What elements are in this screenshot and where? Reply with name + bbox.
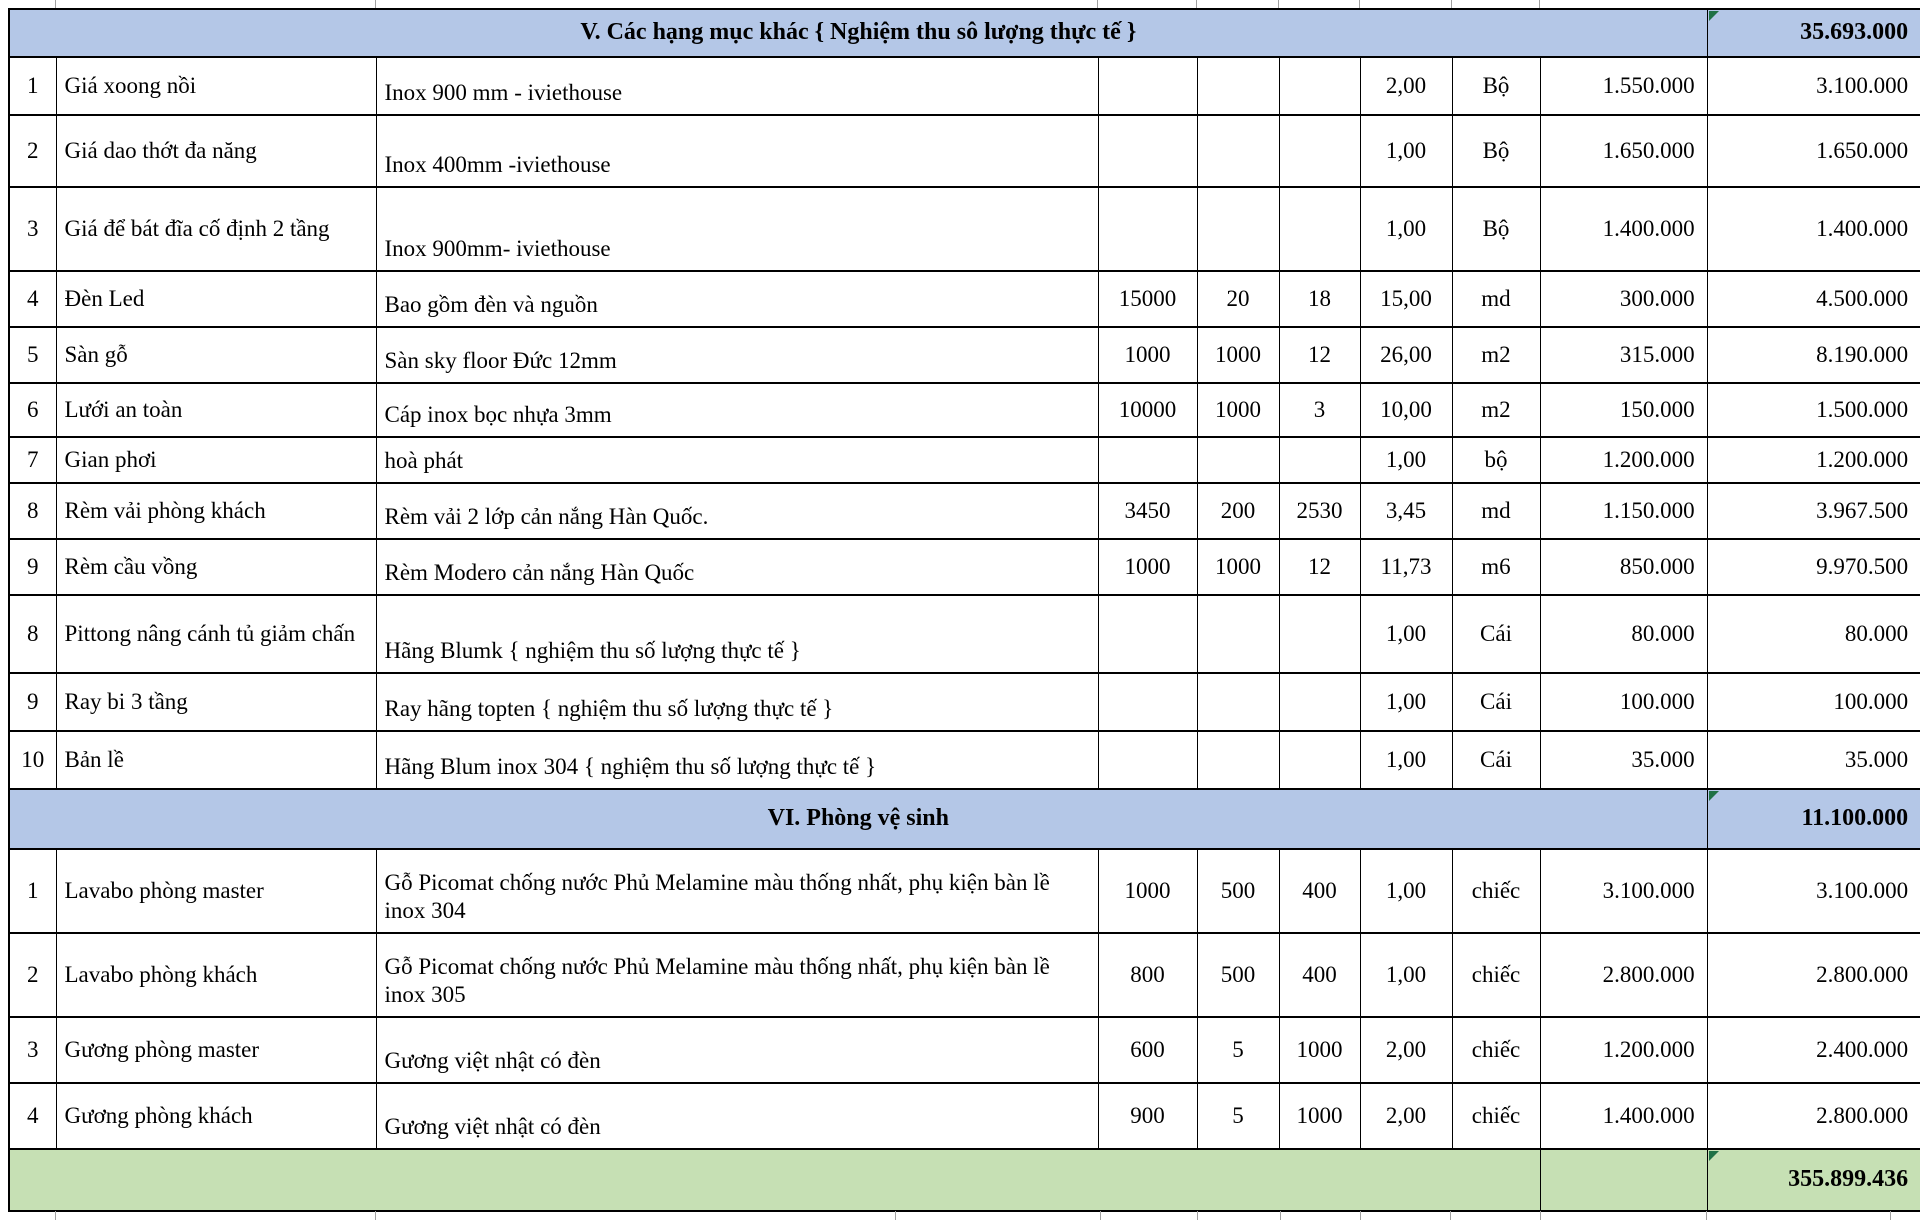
gridline-stub bbox=[375, 0, 376, 8]
cell-stt[interactable]: 8 bbox=[9, 483, 56, 539]
cell-dim3[interactable]: 2530 bbox=[1279, 483, 1360, 539]
table-row bbox=[9, 595, 1920, 673]
cell-dim1[interactable]: 3450 bbox=[1098, 483, 1197, 539]
cell-dim2[interactable]: 1000 bbox=[1197, 327, 1279, 383]
table-row bbox=[9, 539, 1920, 595]
cell-dim1[interactable]: 10000 bbox=[1098, 383, 1197, 437]
cell-quantity[interactable]: 2,00 bbox=[1360, 1083, 1452, 1149]
cell-dim2[interactable] bbox=[1197, 673, 1279, 731]
table-row bbox=[9, 731, 1920, 789]
gridline-stub bbox=[1540, 1211, 1541, 1220]
cell-dim3[interactable] bbox=[1279, 673, 1360, 731]
section-vi-title[interactable]: VI. Phòng vệ sinh bbox=[9, 789, 1707, 849]
cell-dim2[interactable]: 1000 bbox=[1197, 539, 1279, 595]
cell-unit-price[interactable]: 1.550.000 bbox=[1540, 57, 1707, 115]
cell-dim2[interactable] bbox=[1197, 731, 1279, 789]
cell-unit[interactable]: md bbox=[1452, 271, 1540, 327]
cell-dim2[interactable] bbox=[1197, 187, 1279, 271]
cell-total[interactable]: 9.970.500 bbox=[1707, 539, 1920, 595]
cell-dim1[interactable]: 15000 bbox=[1098, 271, 1197, 327]
cell-unit[interactable]: chiếc bbox=[1452, 849, 1540, 933]
cell-dim1[interactable] bbox=[1098, 437, 1197, 483]
cell-dim2[interactable]: 500 bbox=[1197, 849, 1279, 933]
cell-dim2[interactable]: 500 bbox=[1197, 933, 1279, 1017]
table-row bbox=[9, 673, 1920, 731]
cell-dim1[interactable]: 1000 bbox=[1098, 539, 1197, 595]
cell-dim3[interactable]: 1000 bbox=[1279, 1083, 1360, 1149]
cell-unit-price[interactable]: 1.650.000 bbox=[1540, 115, 1707, 187]
cell-dim1[interactable] bbox=[1098, 115, 1197, 187]
cell-dim3[interactable]: 12 bbox=[1279, 327, 1360, 383]
cell-unit[interactable]: Cái bbox=[1452, 595, 1540, 673]
cell-item-name[interactable]: Pittong nâng cánh tủ giảm chấn bbox=[56, 595, 376, 673]
cell-item-name[interactable]: Lavabo phòng khách bbox=[56, 933, 376, 1017]
gridline-stub bbox=[1197, 1211, 1198, 1220]
cell-unit[interactable]: Bộ bbox=[1452, 57, 1540, 115]
cell-quantity[interactable]: 15,00 bbox=[1360, 271, 1452, 327]
cell-unit-price[interactable]: 1.200.000 bbox=[1540, 1017, 1707, 1083]
gridline-stub bbox=[1451, 0, 1452, 8]
cell-unit-price[interactable]: 80.000 bbox=[1540, 595, 1707, 673]
cell-stt[interactable]: 4 bbox=[9, 1083, 56, 1149]
cell-quantity[interactable]: 1,00 bbox=[1360, 187, 1452, 271]
cell-quantity[interactable]: 1,00 bbox=[1360, 933, 1452, 1017]
cell-stt[interactable]: 1 bbox=[9, 57, 56, 115]
cell-unit-price[interactable]: 1.150.000 bbox=[1540, 483, 1707, 539]
cell-stt[interactable]: 6 bbox=[9, 383, 56, 437]
cell-item-name[interactable]: Rèm vải phòng khách bbox=[56, 483, 376, 539]
cell-unit[interactable]: chiếc bbox=[1452, 933, 1540, 1017]
cell-dim2[interactable] bbox=[1197, 437, 1279, 483]
cell-total[interactable]: 2.800.000 bbox=[1707, 933, 1920, 1017]
cell-item-name[interactable]: Bản lề bbox=[56, 731, 376, 789]
table-row bbox=[9, 849, 1920, 933]
gridline-stub bbox=[55, 0, 56, 8]
section-v-title[interactable]: V. Các hạng mục khác { Nghiệm thu sô lượng thực tế } bbox=[9, 9, 1707, 57]
cell-unit[interactable]: m6 bbox=[1452, 539, 1540, 595]
cell-dim3[interactable]: 12 bbox=[1279, 539, 1360, 595]
cell-stt[interactable]: 10 bbox=[9, 731, 56, 789]
cell-quantity[interactable]: 1,00 bbox=[1360, 437, 1452, 483]
cell-unit[interactable]: Bộ bbox=[1452, 115, 1540, 187]
gridline-stub bbox=[1097, 0, 1098, 8]
cell-total[interactable]: 1.400.000 bbox=[1707, 187, 1920, 271]
cell-stt[interactable]: 7 bbox=[9, 437, 56, 483]
cell-dim3[interactable] bbox=[1279, 187, 1360, 271]
table-row bbox=[9, 383, 1920, 437]
cell-dim1[interactable]: 1000 bbox=[1098, 849, 1197, 933]
cell-dim3[interactable]: 400 bbox=[1279, 849, 1360, 933]
cell-item-name[interactable]: Rèm cầu vồng bbox=[56, 539, 376, 595]
cell-dim2[interactable]: 5 bbox=[1197, 1017, 1279, 1083]
cell-total[interactable]: 35.000 bbox=[1707, 731, 1920, 789]
cell-unit-price[interactable]: 1.200.000 bbox=[1540, 437, 1707, 483]
cell-quantity[interactable]: 1,00 bbox=[1360, 731, 1452, 789]
gridline-stub bbox=[1890, 1211, 1891, 1220]
cell-item-name[interactable]: Đèn Led bbox=[56, 271, 376, 327]
cell-item-name[interactable]: Giá dao thớt đa năng bbox=[56, 115, 376, 187]
cell-dim1[interactable]: 800 bbox=[1098, 933, 1197, 1017]
quotation-table bbox=[8, 8, 1920, 1212]
cell-dim1[interactable] bbox=[1098, 57, 1197, 115]
section-header-row bbox=[9, 9, 1920, 57]
cell-dim2[interactable]: 5 bbox=[1197, 1083, 1279, 1149]
gridline-stub bbox=[1100, 1211, 1101, 1220]
cell-dim2[interactable] bbox=[1197, 595, 1279, 673]
cell-unit-price[interactable]: 100.000 bbox=[1540, 673, 1707, 731]
table-row bbox=[9, 187, 1920, 271]
table-row bbox=[9, 115, 1920, 187]
cell-dim2[interactable] bbox=[1197, 57, 1279, 115]
cell-unit[interactable]: m2 bbox=[1452, 327, 1540, 383]
cell-stt[interactable]: 5 bbox=[9, 327, 56, 383]
cell-stt[interactable]: 1 bbox=[9, 849, 56, 933]
cell-unit-price[interactable]: 850.000 bbox=[1540, 539, 1707, 595]
table-row bbox=[9, 57, 1920, 115]
cell-total[interactable]: 4.500.000 bbox=[1707, 271, 1920, 327]
cell-total[interactable]: 3.967.500 bbox=[1707, 483, 1920, 539]
gridline-stub bbox=[1278, 0, 1279, 8]
cell-total[interactable]: 3.100.000 bbox=[1707, 57, 1920, 115]
grand-total-row bbox=[9, 1149, 1920, 1211]
cell-dim3[interactable]: 3 bbox=[1279, 383, 1360, 437]
cell-stt[interactable]: 2 bbox=[9, 115, 56, 187]
grand-total-spacer[interactable] bbox=[9, 1149, 1540, 1211]
cell-stt[interactable]: 2 bbox=[9, 933, 56, 1017]
table-row bbox=[9, 933, 1920, 1017]
cell-unit-price[interactable]: 150.000 bbox=[1540, 383, 1707, 437]
gridline-stub bbox=[895, 1211, 896, 1220]
table-row bbox=[9, 271, 1920, 327]
cell-unit[interactable]: Bộ bbox=[1452, 187, 1540, 271]
cell-item-name[interactable]: Giá xoong nồi bbox=[56, 57, 376, 115]
cell-total[interactable]: 1.500.000 bbox=[1707, 383, 1920, 437]
cell-quantity[interactable]: 1,00 bbox=[1360, 595, 1452, 673]
cell-total[interactable]: 2.400.000 bbox=[1707, 1017, 1920, 1083]
table-row bbox=[9, 483, 1920, 539]
cell-description[interactable]: hoà phát bbox=[376, 437, 1098, 483]
grand-total-empty-cell[interactable] bbox=[1540, 1149, 1707, 1211]
gridline-stub bbox=[1539, 0, 1540, 8]
section-header-row bbox=[9, 789, 1920, 849]
cell-dim2[interactable]: 200 bbox=[1197, 483, 1279, 539]
cell-unit[interactable]: bộ bbox=[1452, 437, 1540, 483]
cell-dim3[interactable]: 400 bbox=[1279, 933, 1360, 1017]
cell-description[interactable]: Rèm Modero cản nắng Hàn Quốc bbox=[376, 539, 1098, 595]
cell-description[interactable]: Cáp inox bọc nhựa 3mm bbox=[376, 383, 1098, 437]
cell-description[interactable]: Inox 400mm -iviethouse bbox=[376, 115, 1098, 187]
cell-dim1[interactable] bbox=[1098, 595, 1197, 673]
cell-description[interactable]: Gương việt nhật có đèn bbox=[376, 1083, 1098, 1149]
cell-dim3[interactable] bbox=[1279, 115, 1360, 187]
cell-dim1[interactable] bbox=[1098, 731, 1197, 789]
gridline-stub bbox=[1706, 1211, 1707, 1220]
cell-description[interactable]: Inox 900mm- iviethouse bbox=[376, 187, 1098, 271]
cell-unit[interactable]: Cái bbox=[1452, 731, 1540, 789]
cell-stt[interactable]: 4 bbox=[9, 271, 56, 327]
cell-total[interactable]: 1.200.000 bbox=[1707, 437, 1920, 483]
cell-stt[interactable]: 9 bbox=[9, 539, 56, 595]
cell-item-name[interactable]: Gian phơi bbox=[56, 437, 376, 483]
cell-dim3[interactable] bbox=[1279, 595, 1360, 673]
cell-quantity[interactable]: 2,00 bbox=[1360, 1017, 1452, 1083]
cell-unit[interactable]: chiếc bbox=[1452, 1083, 1540, 1149]
gridline-stub bbox=[1280, 1211, 1281, 1220]
cell-item-name[interactable]: Lưới an toàn bbox=[56, 383, 376, 437]
gridline-stub bbox=[1360, 1211, 1361, 1220]
cell-dim1[interactable] bbox=[1098, 673, 1197, 731]
cell-description[interactable]: Inox 900 mm - iviethouse bbox=[376, 57, 1098, 115]
cell-dim2[interactable]: 1000 bbox=[1197, 383, 1279, 437]
gridline-stub bbox=[1359, 0, 1360, 8]
cell-dim1[interactable]: 900 bbox=[1098, 1083, 1197, 1149]
section-vi-subtotal[interactable]: 11.100.000 bbox=[1707, 789, 1920, 849]
cell-description[interactable]: Gỗ Picomat chống nước Phủ Melamine màu thống nhất, phụ kiện bàn lề inox 304 bbox=[376, 849, 1098, 933]
cell-quantity[interactable]: 2,00 bbox=[1360, 57, 1452, 115]
cell-description[interactable]: Bao gồm đèn và nguồn bbox=[376, 271, 1098, 327]
gridline-stub bbox=[1450, 1211, 1451, 1220]
grand-total-value[interactable]: 355.899.436 bbox=[1707, 1149, 1920, 1211]
cell-dim1[interactable]: 1000 bbox=[1098, 327, 1197, 383]
cell-unit-price[interactable]: 2.800.000 bbox=[1540, 933, 1707, 1017]
cell-description[interactable]: Rèm vải 2 lớp cản nắng Hàn Quốc. bbox=[376, 483, 1098, 539]
cell-total[interactable]: 80.000 bbox=[1707, 595, 1920, 673]
cell-unit-price[interactable]: 1.400.000 bbox=[1540, 1083, 1707, 1149]
cell-description[interactable]: Hãng Blumk { nghiệm thu số lượng thực tế } bbox=[376, 595, 1098, 673]
cell-item-name[interactable]: Gương phòng master bbox=[56, 1017, 376, 1083]
cell-total[interactable]: 2.800.000 bbox=[1707, 1083, 1920, 1149]
cell-unit-price[interactable]: 35.000 bbox=[1540, 731, 1707, 789]
cell-stt[interactable]: 8 bbox=[9, 595, 56, 673]
cell-quantity[interactable]: 1,00 bbox=[1360, 115, 1452, 187]
cell-unit-price[interactable]: 3.100.000 bbox=[1540, 849, 1707, 933]
cell-unit-price[interactable]: 1.400.000 bbox=[1540, 187, 1707, 271]
cell-item-name[interactable]: Sàn gỗ bbox=[56, 327, 376, 383]
cell-stt[interactable]: 9 bbox=[9, 673, 56, 731]
cell-description[interactable]: Hãng Blum inox 304 { nghiệm thu số lượng thực tế } bbox=[376, 731, 1098, 789]
cell-dim3[interactable]: 1000 bbox=[1279, 1017, 1360, 1083]
cell-unit[interactable]: chiếc bbox=[1452, 1017, 1540, 1083]
cell-total[interactable]: 100.000 bbox=[1707, 673, 1920, 731]
cell-quantity[interactable]: 1,00 bbox=[1360, 849, 1452, 933]
cell-description[interactable]: Gỗ Picomat chống nước Phủ Melamine màu thống nhất, phụ kiện bàn lề inox 305 bbox=[376, 933, 1098, 1017]
cell-quantity[interactable]: 3,45 bbox=[1360, 483, 1452, 539]
cell-unit[interactable]: md bbox=[1452, 483, 1540, 539]
cell-total[interactable]: 1.650.000 bbox=[1707, 115, 1920, 187]
cell-dim3[interactable] bbox=[1279, 437, 1360, 483]
section-v-subtotal[interactable]: 35.693.000 bbox=[1707, 9, 1920, 57]
cell-dim1[interactable]: 600 bbox=[1098, 1017, 1197, 1083]
cell-dim3[interactable]: 18 bbox=[1279, 271, 1360, 327]
cell-total[interactable]: 3.100.000 bbox=[1707, 849, 1920, 933]
cell-dim2[interactable] bbox=[1197, 115, 1279, 187]
cell-item-name[interactable]: Gương phòng khách bbox=[56, 1083, 376, 1149]
cell-stt[interactable]: 3 bbox=[9, 187, 56, 271]
table-row bbox=[9, 1083, 1920, 1149]
cell-unit[interactable]: m2 bbox=[1452, 383, 1540, 437]
cell-quantity[interactable]: 10,00 bbox=[1360, 383, 1452, 437]
cell-dim3[interactable] bbox=[1279, 57, 1360, 115]
cell-quantity[interactable]: 11,73 bbox=[1360, 539, 1452, 595]
gridline-stub bbox=[55, 1211, 56, 1220]
cell-unit-price[interactable]: 300.000 bbox=[1540, 271, 1707, 327]
cell-quantity[interactable]: 26,00 bbox=[1360, 327, 1452, 383]
cell-item-name[interactable]: Lavabo phòng master bbox=[56, 849, 376, 933]
table-row bbox=[9, 437, 1920, 483]
cell-description[interactable]: Sàn sky floor Đức 12mm bbox=[376, 327, 1098, 383]
cell-dim2[interactable]: 20 bbox=[1197, 271, 1279, 327]
cell-unit[interactable]: Cái bbox=[1452, 673, 1540, 731]
table-row bbox=[9, 327, 1920, 383]
cell-unit-price[interactable]: 315.000 bbox=[1540, 327, 1707, 383]
cell-total[interactable]: 8.190.000 bbox=[1707, 327, 1920, 383]
table-row bbox=[9, 1017, 1920, 1083]
cell-dim1[interactable] bbox=[1098, 187, 1197, 271]
cell-item-name[interactable]: Ray bi 3 tầng bbox=[56, 673, 376, 731]
cell-stt[interactable]: 3 bbox=[9, 1017, 56, 1083]
gridline-stub bbox=[375, 1211, 376, 1220]
cell-description[interactable]: Ray hãng topten { nghiệm thu số lượng thực tế } bbox=[376, 673, 1098, 731]
cell-item-name[interactable]: Giá để bát đĩa cố định 2 tầng bbox=[56, 187, 376, 271]
cell-dim3[interactable] bbox=[1279, 731, 1360, 789]
cell-quantity[interactable]: 1,00 bbox=[1360, 673, 1452, 731]
cell-description[interactable]: Gương việt nhật có đèn bbox=[376, 1017, 1098, 1083]
gridline-stub bbox=[1196, 0, 1197, 8]
